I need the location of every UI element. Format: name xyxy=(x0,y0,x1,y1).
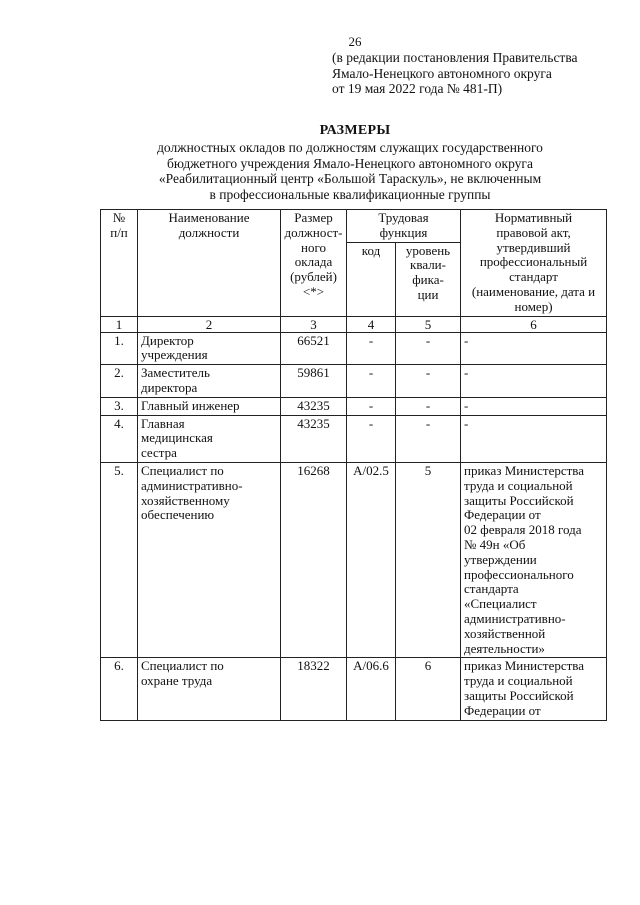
document-subtitle xyxy=(100,140,600,202)
amendment-line: Ямало-Ненецкого автономного округа xyxy=(332,65,552,81)
row-level: - xyxy=(396,415,461,462)
row-salary: 59861 xyxy=(281,365,347,398)
header-labor-function: Трудовая функция xyxy=(347,210,461,243)
row-act: - xyxy=(461,365,607,398)
row-num: 6. xyxy=(101,658,138,720)
row-act: приказ Министерства труда и социальной защиты Российской Федерации от 02 февраля 2018 года № 49н «Об утверждении профессионального стандарта «Специалист административно- хозяйственной деятельности» xyxy=(461,462,607,657)
table-row xyxy=(101,332,607,365)
row-position: Главная медицинская сестра xyxy=(138,415,281,462)
row-num: 5. xyxy=(101,462,138,657)
row-level: - xyxy=(396,397,461,415)
row-salary: 18322 xyxy=(281,658,347,720)
page-number: 26 xyxy=(348,34,362,49)
row-position: Главный инженер xyxy=(138,397,281,415)
row-code: - xyxy=(347,332,396,365)
col-number: 5 xyxy=(396,316,461,332)
table-row xyxy=(101,365,607,398)
col-number: 3 xyxy=(281,316,347,332)
subtitle-line: «Реабилитационный центр «Большой Тараскуль», не включенным xyxy=(158,171,542,186)
row-code: А/06.6 xyxy=(347,658,396,720)
row-code: - xyxy=(347,365,396,398)
column-number-row xyxy=(101,316,607,332)
header-level: уровень квали- фика- ции xyxy=(396,242,461,316)
header-num: № п/п xyxy=(101,210,138,317)
row-num: 2. xyxy=(101,365,138,398)
row-num: 1. xyxy=(101,332,138,365)
row-act: приказ Министерства труда и социальной защиты Российской Федерации от xyxy=(461,658,607,720)
row-num: 4. xyxy=(101,415,138,462)
col-number: 2 xyxy=(138,316,281,332)
row-position: Директор учреждения xyxy=(138,332,281,365)
row-code: - xyxy=(347,397,396,415)
row-salary: 43235 xyxy=(281,415,347,462)
row-num: 3. xyxy=(101,397,138,415)
row-position: Заместитель директора xyxy=(138,365,281,398)
header-normative-act: Нормативный правовой акт, утвердивший профессиональный стандарт (наименование, дата и номер) xyxy=(461,210,607,317)
table-row xyxy=(101,397,607,415)
header-position-name: Наименование должности xyxy=(138,210,281,317)
amendment-note xyxy=(332,50,578,97)
row-position: Специалист по административно- хозяйственному обеспечению xyxy=(138,462,281,657)
row-level: - xyxy=(396,332,461,365)
row-act: - xyxy=(461,415,607,462)
col-number: 1 xyxy=(101,316,138,332)
row-code: А/02.5 xyxy=(347,462,396,657)
amendment-line: (в редакции постановления Правительства xyxy=(332,50,578,65)
col-number: 4 xyxy=(347,316,396,332)
subtitle-line: бюджетного учреждения Ямало-Ненецкого автономного округа xyxy=(167,155,533,171)
amendment-line: от 19 мая 2022 года № 481-П) xyxy=(332,81,503,96)
row-level: 5 xyxy=(396,462,461,657)
row-act: - xyxy=(461,397,607,415)
row-salary: 16268 xyxy=(281,462,347,657)
header-code: код xyxy=(347,242,396,316)
row-level: 6 xyxy=(396,658,461,720)
col-number: 6 xyxy=(461,316,607,332)
table-row xyxy=(101,658,607,720)
row-code: - xyxy=(347,415,396,462)
table-row xyxy=(101,415,607,462)
row-level: - xyxy=(396,365,461,398)
document-title: РАЗМЕРЫ xyxy=(319,123,391,138)
subtitle-line: должностных окладов по должностям служащих государственного xyxy=(157,140,543,155)
row-position: Специалист по охране труда xyxy=(138,658,281,720)
salary-table xyxy=(100,209,607,721)
table-row xyxy=(101,462,607,657)
subtitle-line: в профессиональные квалификационные группы xyxy=(209,186,491,202)
header-salary: Размер должност- ного оклада (рублей) <*> xyxy=(281,210,347,317)
row-act: - xyxy=(461,332,607,365)
row-salary: 43235 xyxy=(281,397,347,415)
row-salary: 66521 xyxy=(281,332,347,365)
